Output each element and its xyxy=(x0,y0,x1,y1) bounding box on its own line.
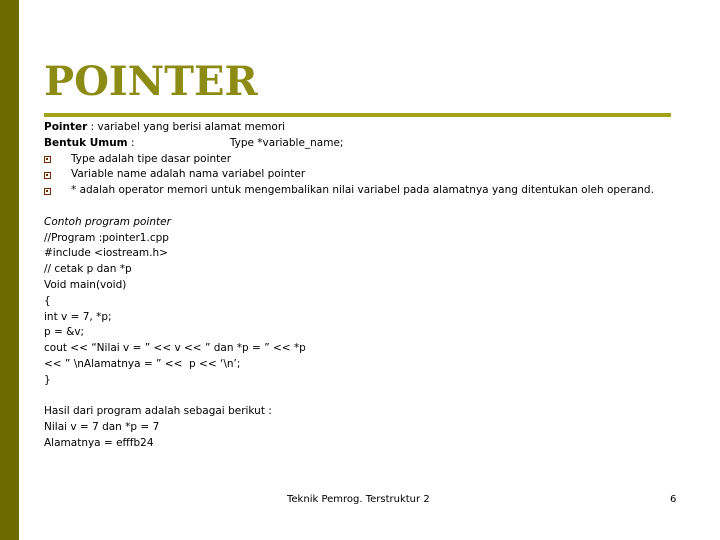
general-form-line xyxy=(44,136,684,152)
title-underline xyxy=(44,113,671,117)
definition-text: : variabel yang berisi alamat memori xyxy=(87,121,286,133)
code-line: << ” \nAlamatnya = ” << p << ‘\n’; xyxy=(44,357,241,370)
code-line: int v = 7, *p; xyxy=(44,310,112,323)
code-line: p = &v; xyxy=(44,326,85,339)
general-form-sep: : xyxy=(127,136,138,149)
code-line: // cetak p dan *p xyxy=(44,263,132,276)
bullet-item xyxy=(44,183,684,199)
square-bullet-icon xyxy=(44,156,51,163)
bullet-item xyxy=(44,167,684,183)
square-bullet-icon xyxy=(44,172,51,179)
code-line: #include <iostream.h> xyxy=(44,247,168,260)
code-line: //Program :pointer1.cpp xyxy=(44,231,169,244)
bullet-item xyxy=(44,152,684,168)
definition-term: Pointer xyxy=(44,121,88,133)
code-line: Void main(void) xyxy=(44,278,127,291)
slide-title: POINTER xyxy=(44,58,258,105)
spacer xyxy=(44,389,684,405)
slide-body xyxy=(44,120,684,452)
bullet-text: * adalah operator memori untuk mengembalikan nilai variabel pada alamatnya yang ditentukan oleh operand. xyxy=(71,184,654,197)
code-line: { xyxy=(44,294,51,307)
bullet-text: Variable name adalah nama variabel pointer xyxy=(71,168,306,181)
bullet-text: Type adalah tipe dasar pointer xyxy=(71,152,232,165)
result-line: Hasil dari program adalah sebagai berikut : xyxy=(44,405,272,418)
page-number: 6 xyxy=(670,494,677,505)
general-form-syntax: Type *variable_name; xyxy=(229,136,344,149)
general-form-label: Bentuk Umum xyxy=(44,136,128,149)
square-bullet-icon xyxy=(44,188,51,195)
spacer xyxy=(44,199,684,215)
result-line: Alamatnya = efffb24 xyxy=(44,436,154,449)
footer-course-title: Teknik Pemrog. Terstruktur 2 xyxy=(287,494,430,505)
code-line: } xyxy=(44,373,51,386)
definition-line xyxy=(44,120,684,136)
program-heading: Contoh program pointer xyxy=(44,215,171,228)
result-line: Nilai v = 7 dan *p = 7 xyxy=(44,421,160,434)
side-accent-bar xyxy=(0,0,19,540)
code-line: cout << “Nilai v = ” << v << ” dan *p = ” << *p xyxy=(44,342,306,355)
